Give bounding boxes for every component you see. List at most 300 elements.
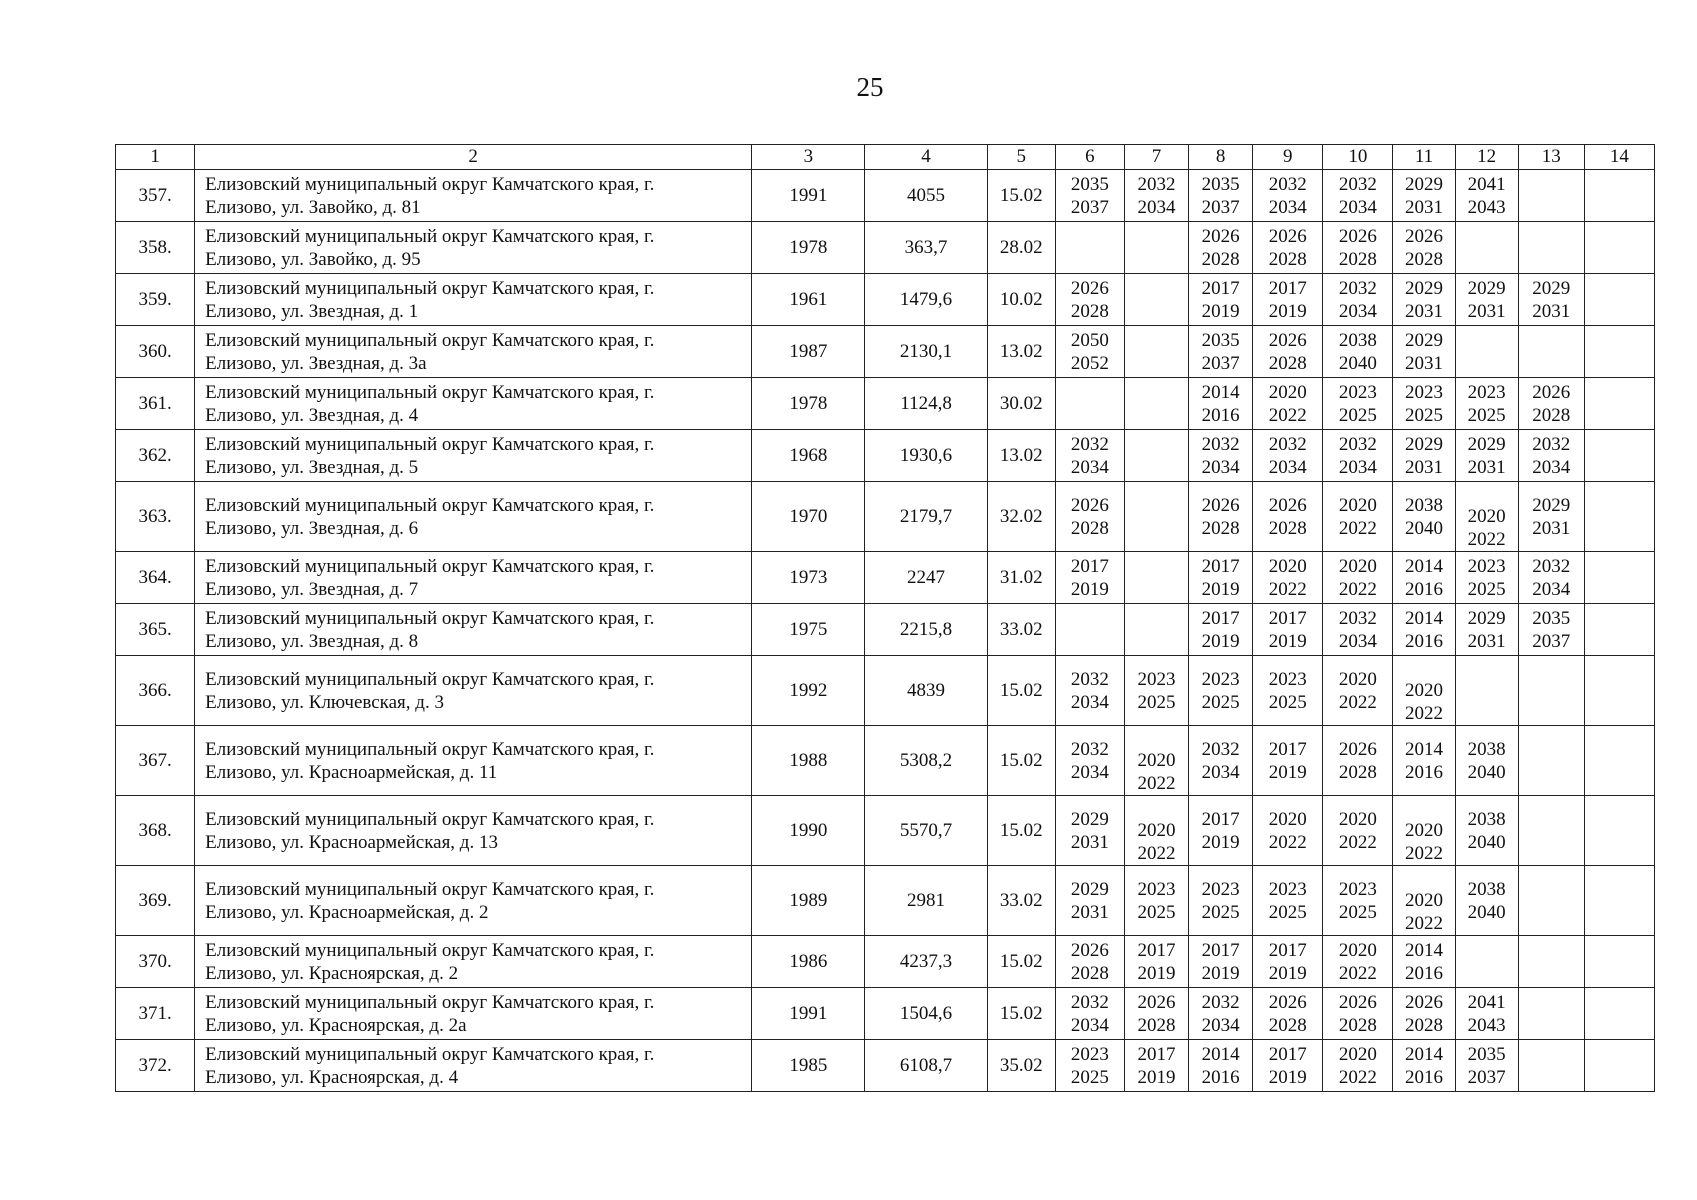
column-header-8: 8: [1189, 145, 1253, 170]
period-end-year: 2031: [1467, 456, 1506, 478]
period-cell-col-6: [1055, 936, 1124, 988]
period-cell-col-6: [1055, 604, 1124, 656]
code-cell: 10.02: [987, 274, 1055, 326]
period-end-year: 2022: [1338, 578, 1377, 600]
code-cell: 13.02: [987, 430, 1055, 482]
period-cell-col-14: [1584, 936, 1654, 988]
period-end-year: 2022: [1338, 691, 1377, 713]
period-cell-col-12: [1455, 656, 1518, 726]
period-start-year: 2014: [1201, 381, 1240, 403]
period-cell-col-8: [1189, 866, 1253, 936]
period-cell-col-13: [1518, 936, 1584, 988]
period-end-year: 2028: [1268, 352, 1307, 374]
period-start-year: 2032: [1070, 668, 1109, 690]
address-line-1: Елизовский муниципальный округ Камчатского края, г.: [205, 607, 655, 629]
period-cell-col-10: [1323, 726, 1393, 796]
table-row: [116, 326, 1655, 378]
period-end-year: 2031: [1404, 456, 1443, 478]
period-start-year: 2026: [1532, 381, 1571, 403]
period-start-year: 2032: [1070, 738, 1109, 760]
period-end-year: 2040: [1338, 352, 1377, 374]
period-cell-col-14: [1584, 726, 1654, 796]
period-cell-col-9: [1253, 378, 1323, 430]
address-line-1: Елизовский муниципальный округ Камчатского края, г.: [205, 173, 655, 195]
period-start-year: 2032: [1338, 433, 1377, 455]
period-end-year: 2028: [1338, 248, 1377, 270]
table-body: [116, 170, 1655, 1092]
row-number: 359.: [116, 274, 195, 326]
period-cell-col-12: [1455, 430, 1518, 482]
period-end-year: 2034: [1338, 456, 1377, 478]
period-start-year: 2032: [1201, 991, 1240, 1013]
row-number: 371.: [116, 988, 195, 1040]
period-cell-col-9: [1253, 604, 1323, 656]
table-row: [116, 656, 1655, 726]
address-cell: [195, 430, 752, 482]
period-start-year: 2023: [1137, 668, 1176, 690]
period-end-year: 2025: [1404, 404, 1443, 426]
period-cell-col-10: [1323, 656, 1393, 726]
address-line-2: Елизово, ул. Звездная, д. 4: [205, 404, 419, 426]
period-cell-col-13: [1518, 988, 1584, 1040]
period-end-year: 2031: [1532, 517, 1571, 539]
address-line-2: Елизово, ул. Звездная, д. 8: [205, 630, 419, 652]
address-line-1: Елизовский муниципальный округ Камчатского края, г.: [205, 668, 655, 690]
build-year-cell: 1990: [752, 796, 865, 866]
period-cell-col-8: [1189, 936, 1253, 988]
area-cell: 1479,6: [865, 274, 987, 326]
address-cell: [195, 222, 752, 274]
period-cell-col-11: [1393, 482, 1455, 552]
period-cell-col-7: [1124, 326, 1188, 378]
area-cell: 5570,7: [865, 796, 987, 866]
period-cell-col-10: [1323, 222, 1393, 274]
period-cell-col-7: [1124, 170, 1188, 222]
period-start-year: 2026: [1338, 225, 1377, 247]
period-start-year: 2029: [1467, 277, 1506, 299]
period-cell-col-7: [1124, 430, 1188, 482]
period-start-year: 2032: [1070, 991, 1109, 1013]
period-cell-col-14: [1584, 552, 1654, 604]
period-start-year: 2017: [1268, 277, 1307, 299]
period-end-year: 2040: [1404, 517, 1443, 539]
period-cell-col-11: [1393, 936, 1455, 988]
period-cell-col-9: [1253, 726, 1323, 796]
period-end-year: 2022: [1268, 404, 1307, 426]
period-cell-col-12: [1455, 170, 1518, 222]
period-end-year: 2040: [1467, 761, 1506, 783]
column-header-5: 5: [987, 145, 1055, 170]
period-end-year: 2031: [1404, 352, 1443, 374]
column-header-6: 6: [1055, 145, 1124, 170]
address-cell: [195, 274, 752, 326]
period-end-year: 2016: [1201, 1066, 1240, 1088]
period-cell-col-14: [1584, 430, 1654, 482]
period-cell-col-12: [1455, 988, 1518, 1040]
period-cell-col-6: [1055, 378, 1124, 430]
period-cell-col-6: [1055, 656, 1124, 726]
period-end-year: 2025: [1070, 1066, 1109, 1088]
address-line-1: Елизовский муниципальный округ Камчатского края, г.: [205, 1043, 655, 1065]
period-start-year: 2020: [1338, 494, 1377, 516]
row-number: 360.: [116, 326, 195, 378]
period-end-year: 2037: [1201, 352, 1240, 374]
period-end-year: 2028: [1404, 248, 1443, 270]
column-header-11: 11: [1393, 145, 1455, 170]
period-start-year: 2032: [1137, 173, 1176, 195]
period-cell-col-13: [1518, 482, 1584, 552]
period-cell-col-14: [1584, 482, 1654, 552]
period-end-year: 2028: [1137, 1014, 1176, 1036]
period-end-year: 2028: [1070, 517, 1109, 539]
period-start-year: 2020: [1338, 555, 1377, 577]
column-header-1: 1: [116, 145, 195, 170]
code-cell: 28.02: [987, 222, 1055, 274]
period-cell-col-11: [1393, 378, 1455, 430]
address-line-2: Елизово, ул. Красноярская, д. 2: [205, 962, 459, 984]
table-row: [116, 482, 1655, 552]
period-start-year: 2020: [1338, 808, 1377, 830]
period-cell-col-10: [1323, 552, 1393, 604]
period-start-year: 2026: [1404, 225, 1443, 247]
period-end-year: 2031: [1532, 300, 1571, 322]
period-start-year: 2020: [1268, 555, 1307, 577]
row-number: 366.: [116, 656, 195, 726]
area-cell: 4839: [865, 656, 987, 726]
row-number: 372.: [116, 1040, 195, 1092]
period-cell-col-8: [1189, 274, 1253, 326]
period-start-year: 2023: [1201, 878, 1240, 900]
period-cell-col-8: [1189, 378, 1253, 430]
period-end-year: 2019: [1070, 578, 1109, 600]
address-line-2: Елизово, ул. Красноярская, д. 2а: [205, 1014, 467, 1036]
housing-registry-table: [115, 144, 1655, 1092]
period-end-year: 2025: [1467, 578, 1506, 600]
period-cell-col-9: [1253, 430, 1323, 482]
build-year-cell: 1961: [752, 274, 865, 326]
period-end-year: 2022: [1338, 831, 1377, 853]
period-cell-col-6: [1055, 482, 1124, 552]
period-end-year: 2025: [1338, 404, 1377, 426]
period-start-year: 2014: [1404, 939, 1443, 961]
column-header-14: 14: [1584, 145, 1654, 170]
period-cell-col-14: [1584, 656, 1654, 726]
period-end-year: 2022: [1137, 773, 1176, 794]
period-cell-col-11: [1393, 866, 1455, 936]
address-cell: [195, 604, 752, 656]
period-end-year: 2019: [1201, 300, 1240, 322]
period-start-year: 2029: [1404, 329, 1443, 351]
code-cell: 15.02: [987, 656, 1055, 726]
period-cell-col-11: [1393, 170, 1455, 222]
address-line-1: Елизовский муниципальный округ Камчатского края, г.: [205, 433, 655, 455]
period-cell-col-7: [1124, 482, 1188, 552]
period-cell-col-10: [1323, 430, 1393, 482]
address-line-1: Елизовский муниципальный округ Камчатского края, г.: [205, 225, 655, 247]
period-cell-col-7: [1124, 378, 1188, 430]
code-cell: 35.02: [987, 1040, 1055, 1092]
period-start-year: 2020: [1467, 506, 1506, 527]
period-cell-col-10: [1323, 936, 1393, 988]
period-end-year: 2040: [1467, 831, 1506, 853]
period-cell-col-10: [1323, 274, 1393, 326]
period-cell-col-8: [1189, 222, 1253, 274]
period-cell-col-9: [1253, 482, 1323, 552]
address-line-2: Елизово, ул. Красноармейская, д. 11: [205, 761, 498, 783]
period-cell-col-10: [1323, 482, 1393, 552]
period-end-year: 2031: [1467, 300, 1506, 322]
period-start-year: 2032: [1268, 173, 1307, 195]
period-start-year: 2032: [1532, 433, 1571, 455]
build-year-cell: 1991: [752, 170, 865, 222]
row-number: 369.: [116, 866, 195, 936]
code-cell: 33.02: [987, 604, 1055, 656]
period-cell-col-8: [1189, 326, 1253, 378]
period-end-year: 2022: [1404, 843, 1443, 864]
period-start-year: 2014: [1404, 738, 1443, 760]
period-start-year: 2041: [1467, 991, 1506, 1013]
period-start-year: 2017: [1137, 939, 1176, 961]
period-cell-col-11: [1393, 222, 1455, 274]
period-start-year: 2017: [1201, 555, 1240, 577]
period-end-year: 2019: [1268, 630, 1307, 652]
area-cell: 1504,6: [865, 988, 987, 1040]
period-cell-col-6: [1055, 430, 1124, 482]
period-cell-col-14: [1584, 604, 1654, 656]
period-end-year: 2016: [1404, 761, 1443, 783]
period-cell-col-10: [1323, 866, 1393, 936]
period-start-year: 2035: [1070, 173, 1109, 195]
period-cell-col-13: [1518, 656, 1584, 726]
period-start-year: 2017: [1070, 555, 1109, 577]
period-start-year: 2014: [1404, 1043, 1443, 1065]
period-end-year: 2028: [1404, 1014, 1443, 1036]
period-start-year: 2038: [1467, 738, 1506, 760]
period-start-year: 2029: [1404, 433, 1443, 455]
period-cell-col-6: [1055, 326, 1124, 378]
period-end-year: 2028: [1268, 248, 1307, 270]
period-start-year: 2020: [1404, 890, 1443, 911]
address-line-1: Елизовский муниципальный округ Камчатского края, г.: [205, 329, 655, 351]
address-cell: [195, 796, 752, 866]
period-end-year: 2022: [1268, 831, 1307, 853]
period-cell-col-12: [1455, 1040, 1518, 1092]
period-start-year: 2026: [1338, 991, 1377, 1013]
build-year-cell: 1988: [752, 726, 865, 796]
address-line-2: Елизово, ул. Красноармейская, д. 13: [205, 831, 498, 853]
table-row: [116, 796, 1655, 866]
period-cell-col-14: [1584, 222, 1654, 274]
period-cell-col-8: [1189, 552, 1253, 604]
period-cell-col-6: [1055, 170, 1124, 222]
period-end-year: 2034: [1201, 456, 1240, 478]
area-cell: 6108,7: [865, 1040, 987, 1092]
period-end-year: 2028: [1201, 517, 1240, 539]
period-cell-col-14: [1584, 1040, 1654, 1092]
period-cell-col-13: [1518, 430, 1584, 482]
period-end-year: 2040: [1467, 901, 1506, 923]
period-start-year: 2026: [1268, 991, 1307, 1013]
row-number: 361.: [116, 378, 195, 430]
period-cell-col-10: [1323, 604, 1393, 656]
row-number: 363.: [116, 482, 195, 552]
period-cell-col-6: [1055, 866, 1124, 936]
code-cell: 30.02: [987, 378, 1055, 430]
period-end-year: 2034: [1137, 196, 1176, 218]
period-cell-col-7: [1124, 866, 1188, 936]
period-end-year: 2025: [1338, 901, 1377, 923]
period-start-year: 2038: [1467, 808, 1506, 830]
period-cell-col-12: [1455, 726, 1518, 796]
period-cell-col-7: [1124, 726, 1188, 796]
table-row: [116, 222, 1655, 274]
period-end-year: 2034: [1338, 196, 1377, 218]
area-cell: 2179,7: [865, 482, 987, 552]
period-start-year: 2035: [1201, 173, 1240, 195]
period-cell-col-10: [1323, 796, 1393, 866]
build-year-cell: 1968: [752, 430, 865, 482]
table-row: [116, 170, 1655, 222]
period-cell-col-7: [1124, 274, 1188, 326]
period-cell-col-11: [1393, 726, 1455, 796]
build-year-cell: 1978: [752, 222, 865, 274]
address-line-1: Елизовский муниципальный округ Камчатского края, г.: [205, 555, 655, 577]
period-end-year: 2037: [1070, 196, 1109, 218]
period-end-year: 2019: [1268, 1066, 1307, 1088]
period-cell-col-13: [1518, 326, 1584, 378]
period-end-year: 2019: [1137, 962, 1176, 984]
address-cell: [195, 378, 752, 430]
period-start-year: 2017: [1137, 1043, 1176, 1065]
period-cell-col-10: [1323, 988, 1393, 1040]
period-cell-col-7: [1124, 1040, 1188, 1092]
period-cell-col-6: [1055, 796, 1124, 866]
period-start-year: 2023: [1338, 381, 1377, 403]
code-cell: 15.02: [987, 796, 1055, 866]
period-start-year: 2029: [1070, 808, 1109, 830]
period-cell-col-12: [1455, 552, 1518, 604]
period-cell-col-13: [1518, 1040, 1584, 1092]
period-end-year: 2019: [1268, 962, 1307, 984]
row-number: 365.: [116, 604, 195, 656]
period-cell-col-13: [1518, 274, 1584, 326]
period-end-year: 2022: [1268, 578, 1307, 600]
code-cell: 33.02: [987, 866, 1055, 936]
row-number: 364.: [116, 552, 195, 604]
period-start-year: 2029: [1070, 878, 1109, 900]
row-number: 367.: [116, 726, 195, 796]
table-row: [116, 866, 1655, 936]
period-end-year: 2025: [1467, 404, 1506, 426]
column-header-13: 13: [1518, 145, 1584, 170]
period-end-year: 2022: [1404, 913, 1443, 934]
period-start-year: 2020: [1404, 680, 1443, 701]
period-cell-col-7: [1124, 656, 1188, 726]
table-row: [116, 274, 1655, 326]
area-cell: 363,7: [865, 222, 987, 274]
period-start-year: 2026: [1201, 494, 1240, 516]
period-cell-col-13: [1518, 604, 1584, 656]
period-start-year: 2041: [1467, 173, 1506, 195]
column-header-9: 9: [1253, 145, 1323, 170]
period-cell-col-13: [1518, 552, 1584, 604]
period-cell-col-8: [1189, 430, 1253, 482]
build-year-cell: 1987: [752, 326, 865, 378]
period-cell-col-14: [1584, 796, 1654, 866]
area-cell: 2130,1: [865, 326, 987, 378]
address-line-1: Елизовский муниципальный округ Камчатского края, г.: [205, 738, 655, 760]
address-line-2: Елизово, ул. Завойко, д. 81: [205, 196, 421, 218]
area-cell: 2981: [865, 866, 987, 936]
period-cell-col-11: [1393, 552, 1455, 604]
period-start-year: 2029: [1404, 277, 1443, 299]
period-end-year: 2034: [1532, 456, 1571, 478]
period-cell-col-11: [1393, 656, 1455, 726]
period-cell-col-13: [1518, 796, 1584, 866]
code-cell: 15.02: [987, 170, 1055, 222]
period-cell-col-9: [1253, 170, 1323, 222]
period-end-year: 2028: [1338, 1014, 1377, 1036]
period-end-year: 2019: [1268, 300, 1307, 322]
period-start-year: 2017: [1201, 277, 1240, 299]
period-start-year: 2017: [1268, 939, 1307, 961]
address-cell: [195, 170, 752, 222]
period-end-year: 2034: [1532, 578, 1571, 600]
address-cell: [195, 482, 752, 552]
address-line-2: Елизово, ул. Завойко, д. 95: [205, 248, 421, 270]
address-line-2: Елизово, ул. Звездная, д. 6: [205, 517, 419, 539]
period-cell-col-6: [1055, 1040, 1124, 1092]
address-cell: [195, 1040, 752, 1092]
period-end-year: 2019: [1201, 578, 1240, 600]
period-start-year: 2023: [1268, 878, 1307, 900]
period-cell-col-13: [1518, 726, 1584, 796]
period-end-year: 2016: [1404, 962, 1443, 984]
period-start-year: 2026: [1070, 277, 1109, 299]
period-cell-col-12: [1455, 482, 1518, 552]
period-cell-col-7: [1124, 604, 1188, 656]
period-start-year: 2038: [1467, 878, 1506, 900]
column-header-4: 4: [865, 145, 987, 170]
period-end-year: 2034: [1070, 456, 1109, 478]
area-cell: 1930,6: [865, 430, 987, 482]
period-start-year: 2038: [1404, 494, 1443, 516]
period-start-year: 2017: [1201, 808, 1240, 830]
period-cell-col-9: [1253, 274, 1323, 326]
period-start-year: 2014: [1404, 607, 1443, 629]
area-cell: 2247: [865, 552, 987, 604]
build-year-cell: 1989: [752, 866, 865, 936]
address-line-1: Елизовский муниципальный округ Камчатского края, г.: [205, 808, 655, 830]
period-cell-col-12: [1455, 796, 1518, 866]
period-cell-col-7: [1124, 552, 1188, 604]
period-end-year: 2031: [1404, 300, 1443, 322]
period-cell-col-10: [1323, 326, 1393, 378]
period-start-year: 2023: [1338, 878, 1377, 900]
period-start-year: 2023: [1070, 1043, 1109, 1065]
period-cell-col-7: [1124, 936, 1188, 988]
period-end-year: 2022: [1338, 962, 1377, 984]
column-header-12: 12: [1455, 145, 1518, 170]
period-cell-col-6: [1055, 726, 1124, 796]
period-start-year: 2020: [1268, 808, 1307, 830]
period-end-year: 2052: [1070, 352, 1109, 374]
period-start-year: 2026: [1201, 225, 1240, 247]
table-row: [116, 988, 1655, 1040]
address-cell: [195, 866, 752, 936]
period-end-year: 2037: [1201, 196, 1240, 218]
period-cell-col-12: [1455, 326, 1518, 378]
